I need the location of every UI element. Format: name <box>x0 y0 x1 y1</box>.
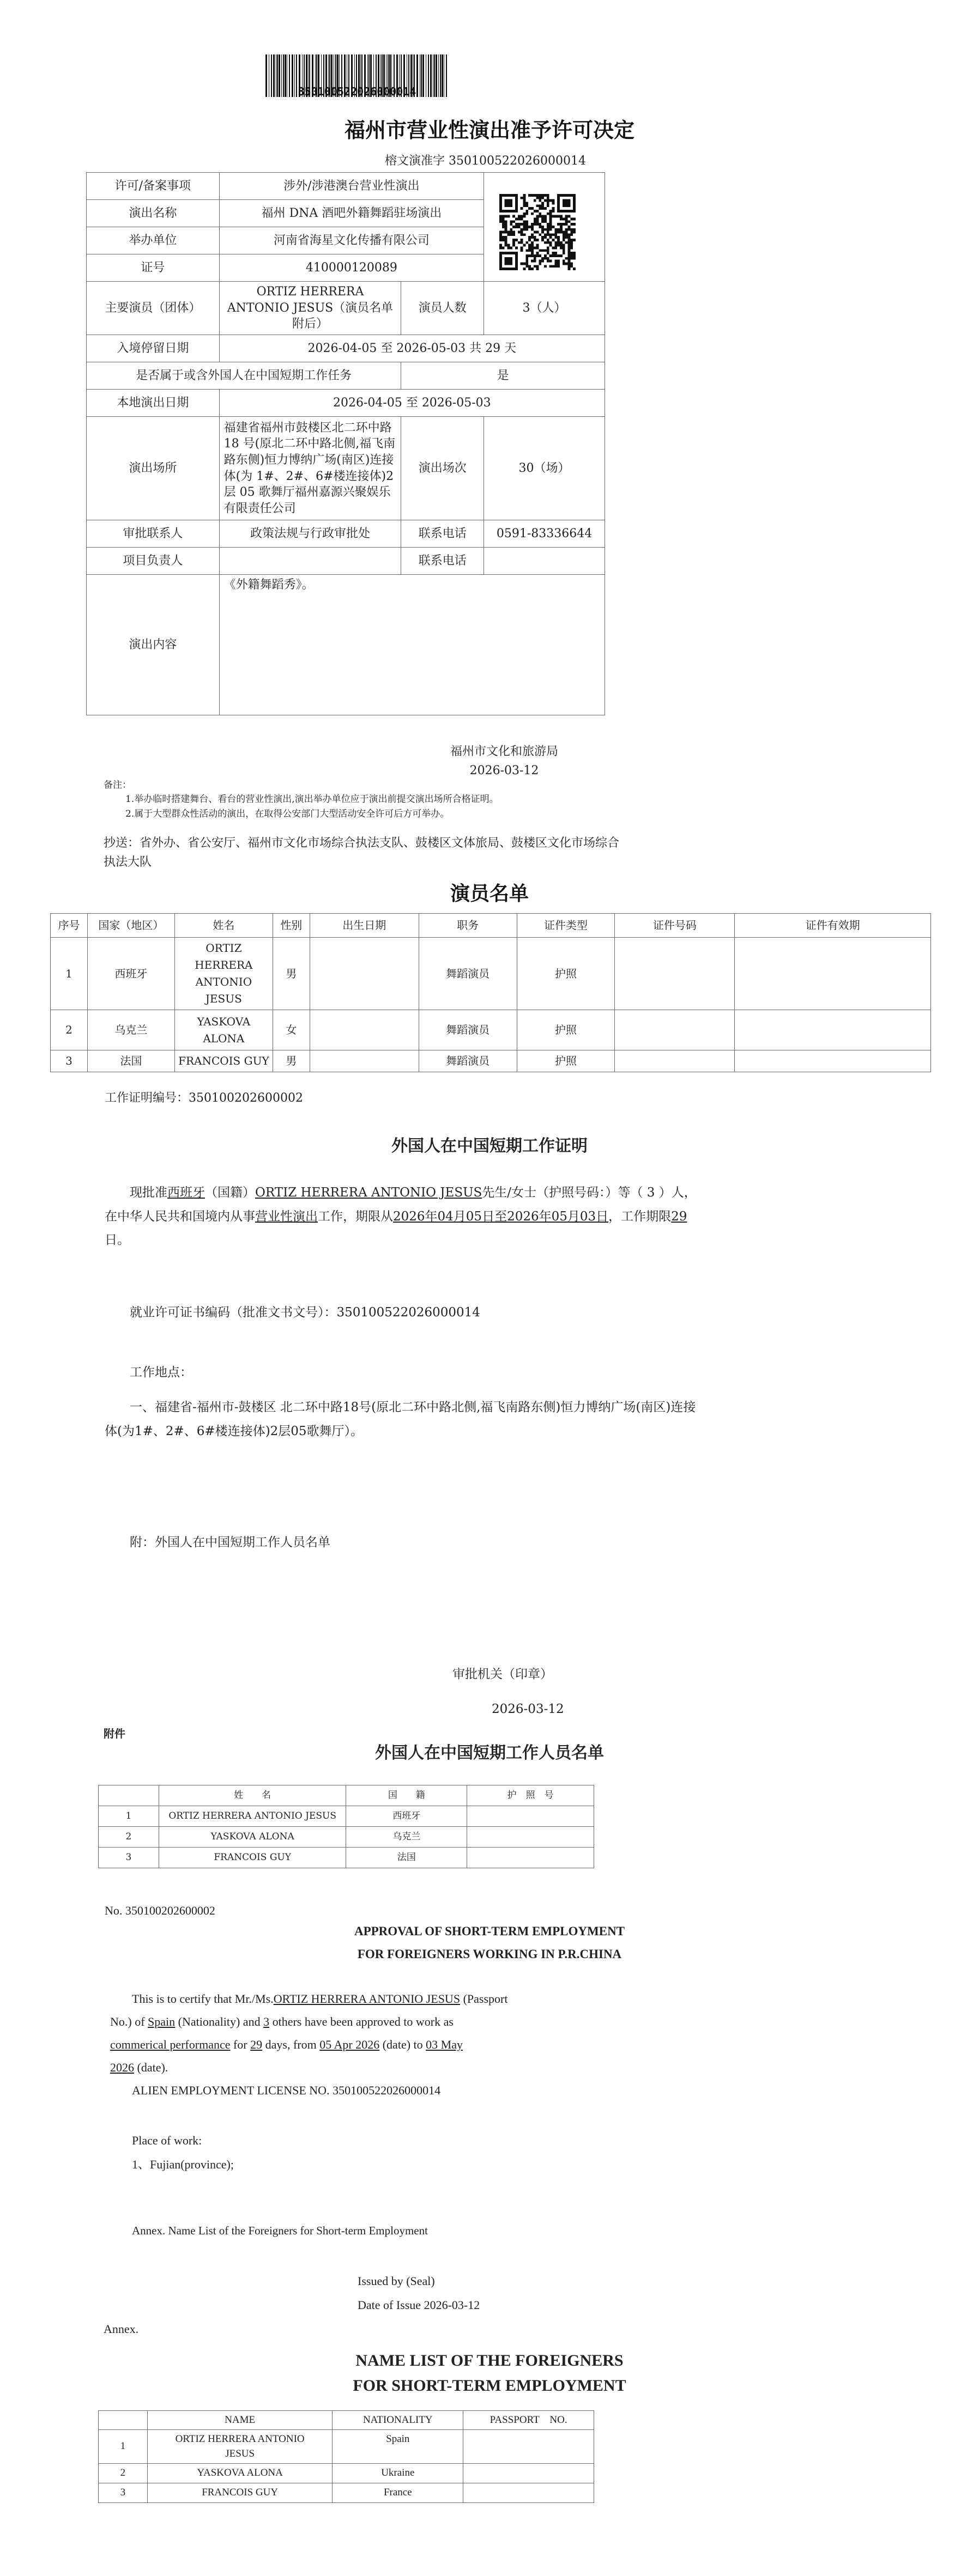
cert-work: 营业性演出 <box>255 1209 318 1224</box>
value-manager <box>219 548 401 575</box>
en-to-1: 03 May <box>426 2038 463 2051</box>
name-header-cell: NAME <box>147 2411 333 2430</box>
annex-row <box>99 1848 594 1868</box>
performer-header-cell: 序号 <box>51 914 88 938</box>
issuer-block <box>436 742 572 780</box>
name-nationality: Ukraine <box>333 2463 463 2483</box>
name-cell <box>147 2463 333 2483</box>
en-annex-label: Annex. <box>104 2322 139 2336</box>
name-no: 2 <box>99 2463 148 2483</box>
en-to-2: 2026 <box>110 2061 134 2074</box>
label-phone: 联系电话 <box>401 520 484 548</box>
en-days: 29 <box>250 2038 263 2051</box>
en-text-c: No. <box>110 2015 128 2028</box>
performer-name-line-1: FRANCOIS GUY <box>178 1054 269 1067</box>
label-stay: 入境停留日期 <box>87 335 220 362</box>
performer-id-valid <box>735 1050 931 1072</box>
name-line-1: FRANCOIS GUY <box>202 2487 279 2499</box>
en-line-2 <box>110 2010 454 2033</box>
performer-row <box>51 1010 931 1050</box>
label-count: 演员人数 <box>401 282 484 335</box>
value-local-dates: 2026-04-05 至 2026-05-03 <box>219 390 605 417</box>
performer-header-cell: 姓名 <box>174 914 273 938</box>
cert-text-e: 工作，期限从 <box>318 1209 393 1224</box>
work-cert-number-value: 350100202600002 <box>189 1091 303 1105</box>
performer-header-cell: 职务 <box>419 914 517 938</box>
name-passport <box>463 2463 594 2483</box>
performer-name <box>174 1050 273 1072</box>
document-number: 榕文演准字 350100522026000014 <box>385 154 586 168</box>
work-cert-title: 外国人在中国短期工作证明 <box>391 1137 588 1156</box>
value-type: 涉外/涉港澳台营业性演出 <box>219 173 484 200</box>
value-org: 河南省海星文化传播有限公司 <box>219 227 484 254</box>
value-name: 福州 DNA 酒吧外籍舞蹈驻场演出 <box>219 200 484 227</box>
performer-no: 2 <box>51 1010 88 1050</box>
performer-name-line-2: ALONA <box>203 1031 245 1045</box>
en-seal: Issued by (Seal) <box>358 2274 435 2288</box>
annex-name: FRANCOIS GUY <box>159 1848 346 1868</box>
performer-id-type: 护照 <box>517 1050 615 1072</box>
cert-date: 2026-03-12 <box>492 1702 564 1716</box>
performer-id-no <box>615 1010 735 1050</box>
name-line-1: ORTIZ HERRERA ANTONIO <box>175 2433 305 2445</box>
performer-header-cell: 性别 <box>273 914 310 938</box>
annex-passport <box>467 1806 594 1827</box>
annex-table <box>98 1785 594 1868</box>
performer-list-title: 演员名单 <box>450 882 529 905</box>
name-nationality: France <box>333 2483 463 2502</box>
work-cert-number-label: 工作证明编号： <box>105 1091 189 1105</box>
performer-header-cell: 国家（地区） <box>87 914 174 938</box>
performer-id-type: 护照 <box>517 938 615 1010</box>
performer-name <box>174 1010 273 1050</box>
performer-job: 舞蹈演员 <box>419 1050 517 1072</box>
name-row <box>99 2483 594 2502</box>
label-type: 许可/备案事项 <box>87 173 220 200</box>
cert-seal: 审批机关（印章） <box>452 1667 553 1681</box>
value-content: 《外籍舞蹈秀》。 <box>219 575 605 715</box>
en-work: commerical performance <box>110 2038 231 2051</box>
label-performer: 主要演员（团体） <box>87 282 220 335</box>
name-cell <box>147 2429 333 2463</box>
en-place: 1、Fujian(province); <box>132 2158 234 2171</box>
name-list-title-2: FOR SHORT-TERM EMPLOYMENT <box>353 2377 626 2395</box>
annex-no: 2 <box>99 1827 159 1848</box>
annex-header-cell: 护 照 号 <box>467 1785 594 1806</box>
performer-row <box>51 1050 931 1072</box>
performer-sex: 男 <box>273 1050 310 1072</box>
en-name: ORTIZ HERRERA ANTONIO JESUS <box>273 1992 461 2006</box>
name-no: 3 <box>99 2483 148 2502</box>
performer-row <box>51 938 931 1010</box>
en-nationality: Spain <box>148 2015 176 2028</box>
annex-row <box>99 1806 594 1827</box>
annex-header-blank <box>99 1785 159 1806</box>
value-phone2 <box>484 548 605 575</box>
note-2: 2.属于大型群众性活动的演出，在取得公安部门大型活动安全许可后方可举办。 <box>125 808 450 819</box>
work-cert-paragraph <box>105 1181 704 1253</box>
performer-sex: 男 <box>273 938 310 1010</box>
label-foreign-task: 是否属于或含外国人在中国短期工作任务 <box>87 362 401 390</box>
label-name: 演出名称 <box>87 200 220 227</box>
label-org: 举办单位 <box>87 227 220 254</box>
label-phone2: 联系电话 <box>401 548 484 575</box>
en-text-b: (Passport <box>463 1992 508 2006</box>
performer-birth <box>310 1050 419 1072</box>
en-title-2: FOR FOREIGNERS WORKING IN P.R.CHINA <box>357 1947 622 1961</box>
notes-label: 备注： <box>104 780 131 791</box>
name-row <box>99 2463 594 2483</box>
performer-birth <box>310 1010 419 1050</box>
annex-header-cell: 国 籍 <box>346 1785 467 1806</box>
en-license: ALIEN EMPLOYMENT LICENSE NO. 350100522026000014 <box>132 2083 441 2097</box>
annex-nationality: 乌克兰 <box>346 1827 467 1848</box>
notes-block <box>104 778 621 821</box>
performer-no: 3 <box>51 1050 88 1072</box>
name-no: 1 <box>99 2429 148 2463</box>
name-list-table <box>98 2410 594 2503</box>
en-from: 05 Apr 2026 <box>319 2038 380 2051</box>
en-count: 3 <box>263 2015 270 2028</box>
value-contact: 政策法规与行政审批处 <box>219 520 401 548</box>
annex-nationality: 法国 <box>346 1848 467 1868</box>
annex-no: 1 <box>99 1806 159 1827</box>
cert-place: 一、福建省-福州市-鼓楼区 北二环中路18号(原北二环中路北侧,福飞南路东侧)恒力博纳广场(南区)连接体(为1#、2#、6#楼连接体)2层05歌舞厅）。 <box>105 1400 696 1438</box>
issuer-name: 福州市文化和旅游局 <box>450 745 558 758</box>
performer-country: 乌克兰 <box>87 1010 174 1050</box>
name-header-cell: NATIONALITY <box>333 2411 463 2430</box>
en-text-d: ) of <box>128 2015 145 2028</box>
cert-text-a: 现批准 <box>130 1186 167 1200</box>
performer-sex: 女 <box>273 1010 310 1050</box>
barcode-number: 350100522026000014 <box>298 85 416 98</box>
name-cell <box>147 2483 333 2502</box>
cert-name: ORTIZ HERRERA ANTONIO JESUS <box>255 1186 482 1200</box>
note-1: 1.举办临时搭建舞台、看台的营业性演出,演出举办单位应于演出前提交演出场所合格证明。 <box>125 794 499 805</box>
en-text-h: days, from <box>265 2038 317 2051</box>
value-shows: 30（场） <box>484 417 605 520</box>
en-line-4 <box>110 2056 168 2079</box>
performer-header-cell: 证件号码 <box>615 914 735 938</box>
performer-header-cell: 证件类型 <box>517 914 615 938</box>
performer-table <box>50 913 931 1072</box>
annex-name: YASKOVA ALONA <box>159 1827 346 1848</box>
en-text-f: others have been approved to work as <box>272 2015 454 2028</box>
en-text-j: (date). <box>137 2061 168 2074</box>
label-venue: 演出场所 <box>87 417 220 520</box>
performer-id-valid <box>735 938 931 1010</box>
cert-text-f: 至 <box>494 1209 507 1224</box>
label-content: 演出内容 <box>87 575 220 715</box>
label-manager: 项目负责人 <box>87 548 220 575</box>
performer-country: 西班牙 <box>87 938 174 1010</box>
name-header-cell: PASSPORT NO. <box>463 2411 594 2430</box>
annex-row <box>99 1827 594 1848</box>
value-performer: ORTIZ HERRERA ANTONIO JESUS（演员名单附后） <box>219 282 401 335</box>
en-text-e: (Nationality) and <box>178 2015 261 2028</box>
performer-id-no <box>615 1050 735 1072</box>
performer-name-line-2: ANTONIO JESUS <box>195 975 252 1005</box>
performer-birth <box>310 938 419 1010</box>
performer-id-valid <box>735 1010 931 1050</box>
performer-country: 法国 <box>87 1050 174 1072</box>
value-foreign-task: 是 <box>401 362 605 390</box>
en-text-i: (date) to <box>382 2038 423 2051</box>
annex-passport <box>467 1848 594 1868</box>
cert-from: 2026年04月05日 <box>393 1209 495 1224</box>
label-shows: 演出场次 <box>401 417 484 520</box>
value-count: 3（人） <box>484 282 605 335</box>
performer-name-line-1: YASKOVA <box>197 1014 251 1028</box>
en-title-1: APPROVAL OF SHORT-TERM EMPLOYMENT <box>354 1924 625 1938</box>
label-contact: 审批联系人 <box>87 520 220 548</box>
permit-title: 福州市营业性演出准予许可决定 <box>344 118 634 142</box>
annex-nationality: 西班牙 <box>346 1806 467 1827</box>
en-number: No. 350100202600002 <box>105 1904 215 1917</box>
performer-job: 舞蹈演员 <box>419 1010 517 1050</box>
cert-to: 2026年05月03日 <box>507 1209 609 1224</box>
name-passport <box>463 2483 594 2502</box>
work-cert-number <box>105 1089 303 1105</box>
cert-place-label: 工作地点： <box>130 1365 192 1380</box>
cert-country: 西班牙 <box>167 1186 205 1200</box>
name-list-title-1: NAME LIST OF THE FOREIGNERS <box>355 2352 624 2370</box>
cert-text-h: 日。 <box>105 1233 130 1248</box>
name-nationality: Spain <box>333 2429 463 2463</box>
label-local-dates: 本地演出日期 <box>87 390 220 417</box>
performer-job: 舞蹈演员 <box>419 938 517 1010</box>
name-row <box>99 2429 594 2463</box>
performer-id-no <box>615 938 735 1010</box>
cert-license: 就业许可证书编码（批准文书文号）：350100522026000014 <box>130 1305 480 1320</box>
en-line-1 <box>132 1988 507 2010</box>
cert-attachment: 附：外国人在中国短期工作人员名单 <box>130 1535 330 1550</box>
en-text-g: for <box>233 2038 247 2051</box>
qr-code <box>499 194 576 270</box>
value-stay: 2026-04-05 至 2026-05-03 共 29 天 <box>219 335 605 362</box>
annex-label: 附件 <box>104 1727 125 1740</box>
performer-no: 1 <box>51 938 88 1010</box>
cert-text-d: ）等（ 3 ）人，在中华人民共和国境内从事 <box>105 1186 697 1224</box>
annex-title: 外国人在中国短期工作人员名单 <box>375 1743 604 1763</box>
performer-name <box>174 938 273 1010</box>
cert-text-b: （国籍） <box>205 1186 255 1200</box>
name-line-2: JESUS <box>225 2448 255 2460</box>
cert-text-g: ，工作期限 <box>608 1209 672 1224</box>
performer-name-line-1: ORTIZ HERRERA <box>195 941 253 971</box>
issue-date: 2026-03-12 <box>469 764 539 778</box>
annex-name: ORTIZ HERRERA ANTONIO JESUS <box>159 1806 346 1827</box>
cert-text-c: 先生/女士（护照号码： <box>482 1186 606 1200</box>
en-line-3 <box>110 2033 463 2056</box>
cc-list: 抄送：省外办、省公安厅、福州市文化市场综合执法支队、鼓楼区文体旅局、鼓楼区文化市场综合执法大队 <box>104 836 620 870</box>
performer-header-cell: 证件有效期 <box>735 914 931 938</box>
en-annex-note: Annex. Name List of the Foreigners for Short-term Employment <box>132 2224 428 2237</box>
name-passport <box>463 2429 594 2463</box>
performer-header-cell: 出生日期 <box>310 914 419 938</box>
name-line-1: YASKOVA ALONA <box>197 2467 283 2479</box>
value-venue: 福建省福州市鼓楼区北二环中路 18 号(原北二环中路北侧,福飞南路东侧)恒力博纳广场(南区)连接体(为 1#、2#、6#楼连接体)2 层 05 歌舞厅福州嘉源兴聚娱乐有限责任公司 <box>219 417 401 520</box>
annex-passport <box>467 1827 594 1848</box>
cert-days: 29 <box>671 1209 687 1224</box>
performer-id-type: 护照 <box>517 1010 615 1050</box>
annex-header-cell: 姓 名 <box>159 1785 346 1806</box>
name-header-blank <box>99 2411 148 2430</box>
value-phone: 0591-83336644 <box>484 520 605 548</box>
label-cert: 证号 <box>87 254 220 282</box>
en-date: Date of Issue 2026-03-12 <box>358 2298 480 2312</box>
annex-no: 3 <box>99 1848 159 1868</box>
en-place-label: Place of work: <box>132 2134 202 2147</box>
en-text-a: This is to certify that Mr./Ms. <box>132 1992 274 2006</box>
value-cert: 410000120089 <box>219 254 484 282</box>
